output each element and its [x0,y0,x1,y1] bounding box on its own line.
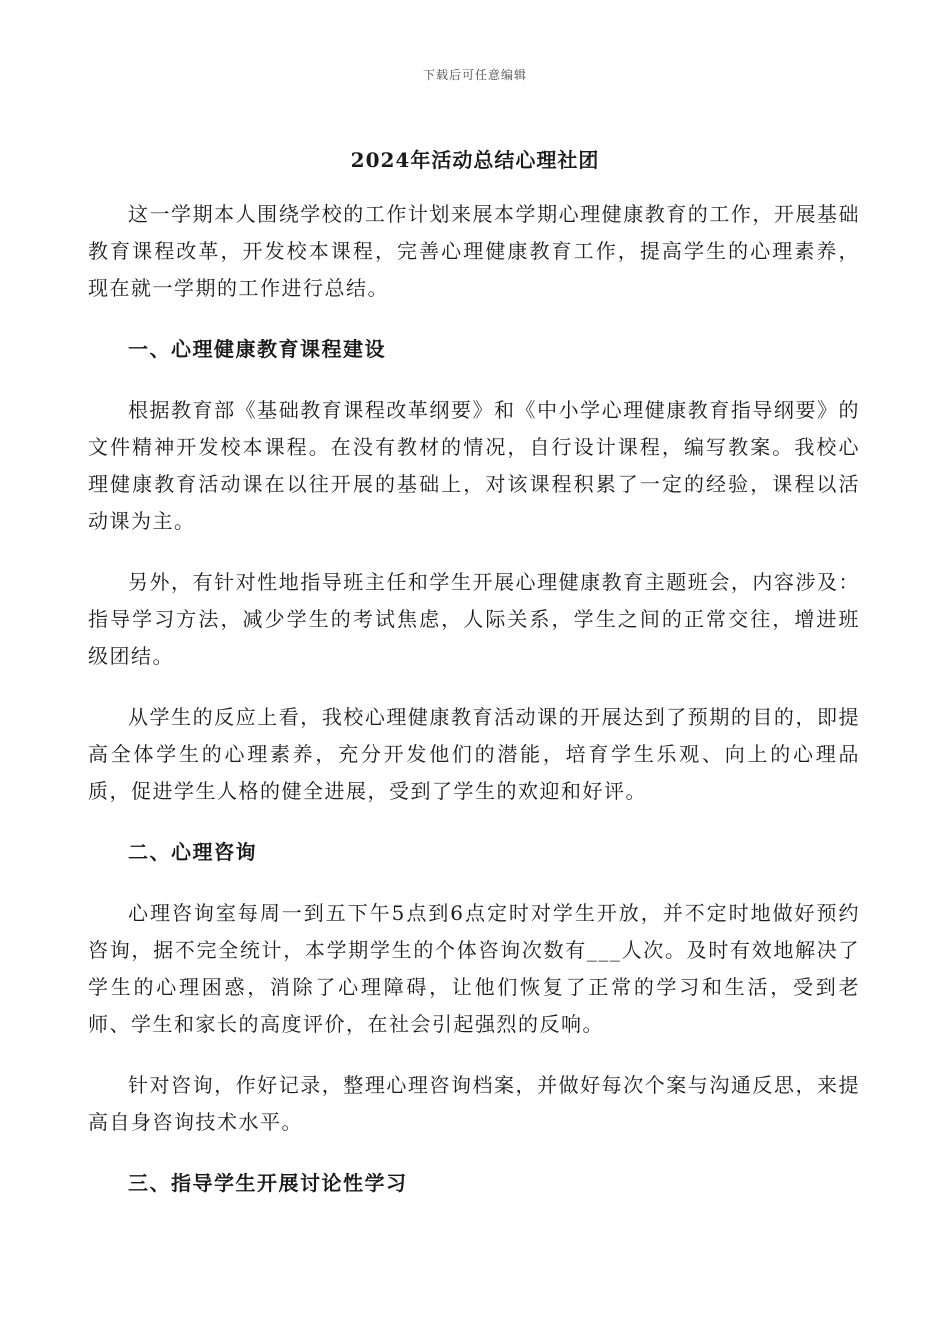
section-heading-3: 三、指导学生开展讨论性学习 [128,1171,408,1195]
document-title: 2024年活动总结心理社团 [350,148,600,172]
paragraph-curriculum: 根据教育部《基础教育课程改革纲要》和《中小学心理健康教育指导纲要》的文件精神开发校本课程。在没有教材的情况，自行设计课程，编写教案。我校心理健康教育活动课在以往开展的基础上，对该课程积累了一定的经验，课程以活动课为主。 [88,398,860,533]
section-heading-2: 二、心理咨询 [128,840,257,864]
paragraph-student-response: 从学生的反应上看，我校心理健康教育活动课的开展达到了预期的目的，即提高全体学生的心理素养，充分开发他们的潜能，培育学生乐观、向上的心理品质，促进学生人格的健全进展，受到了学生的欢迎和好评。 [88,705,860,803]
paragraph-records: 针对咨询，作好记录，整理心理咨询档案，并做好每次个案与沟通反思，来提高自身咨询技术水平。 [88,1073,860,1134]
intro-paragraph: 这一学期本人围绕学校的工作计划来展本学期心理健康教育的工作，开展基础教育课程改革，开发校本课程，完善心理健康教育工作，提高学生的心理素养，现在就一学期的工作进行总结。 [88,202,860,300]
section-heading-1: 一、心理健康教育课程建设 [128,337,386,361]
document-body [88,196,860,1226]
header-note: 下载后可任意编辑 [422,68,527,82]
paragraph-counseling: 心理咨询室每周一到五下午5点到6点定时对学生开放，并不定时地做好预约咨询，据不完全统计，本学期学生的个体咨询次数有___人次。及时有效地解决了学生的心理困惑，消除了心理障碍，让他们恢复了正常的学习和生活，受到老师、学生和家长的高度评价，在社会引起强烈的反响。 [88,901,860,1036]
paragraph-class-meetings: 另外，有针对性地指导班主任和学生开展心理健康教育主题班会，内容涉及：指导学习方法，减少学生的考试焦虑，人际关系，学生之间的正常交往，增进班级团结。 [88,570,860,668]
